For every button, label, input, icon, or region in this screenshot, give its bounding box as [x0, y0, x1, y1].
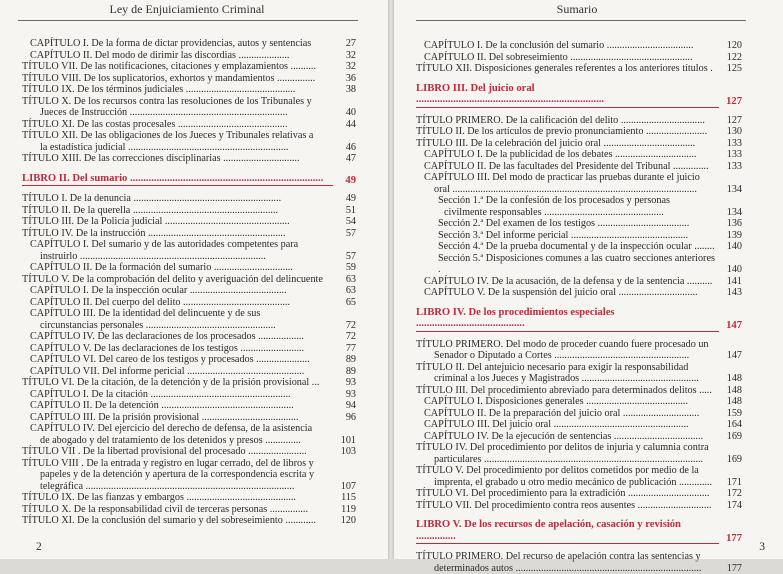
- toc-entry-title: CAPÍTULO I. Del sumario y de las autoridades competentes para: [30, 239, 333, 251]
- toc-entry: [22, 107, 356, 119]
- toc-entry-title: CAPÍTULO II. De la detención ....................................................: [30, 400, 333, 412]
- toc-entry-page: 134: [719, 207, 742, 219]
- running-head-left: Ley de Enjuiciamiento Criminal: [16, 2, 358, 18]
- toc-entry-page: 107: [333, 481, 356, 493]
- toc-entry: [22, 274, 356, 286]
- toc-entry-title: determinados autos .........................................................................: [434, 563, 719, 574]
- toc-libro-heading: [416, 519, 742, 544]
- toc-entry-page: 47: [333, 153, 356, 165]
- toc-entry-page: 120: [333, 515, 356, 527]
- toc-entry-title: imprenta, el grabado u otro medio mecánico de publicación .............: [434, 477, 719, 489]
- toc-entry-title: LIBRO III. Del juicio oral .......................................................................: [416, 83, 719, 108]
- toc-entry-page: 59: [333, 262, 356, 274]
- toc-entry: [22, 308, 356, 320]
- toc-entry-title: Jueces de Instrucción ..............................................................: [40, 107, 333, 119]
- toc-entry: [22, 400, 356, 412]
- toc-entry-page: 140: [719, 241, 742, 253]
- toc-entry: [22, 130, 356, 142]
- toc-entry-title: CAPÍTULO VI. Del careo de los testigos y procesados .....................: [30, 354, 333, 366]
- toc-entry-title: TÍTULO II. De los artículos de previo pronunciamiento ........................: [416, 126, 719, 138]
- toc-entry-title: CAPÍTULO II. Del sobreseimiento ................................................: [424, 52, 719, 64]
- toc-entry-page: 122: [719, 52, 742, 64]
- toc-entry-title: CAPÍTULO III. De la identidad del delincuente y de sus: [30, 308, 333, 320]
- toc-entry: [22, 262, 356, 274]
- toc-entry-title: LIBRO IV. De los procedimientos especiales .........................................: [416, 307, 719, 332]
- toc-entry: [416, 40, 742, 52]
- toc-entry-page: 172: [719, 488, 742, 500]
- toc-entry: [22, 377, 356, 389]
- toc-entry: [416, 408, 742, 420]
- toc-entry-page: 57: [333, 251, 356, 263]
- toc-entry-page: 148: [719, 396, 742, 408]
- toc-entry: [416, 52, 742, 64]
- toc-entry: [22, 96, 356, 108]
- toc-entry-title: TÍTULO VII. De las notificaciones, citaciones y emplazamientos ..........: [22, 61, 333, 73]
- toc-entry: [22, 285, 356, 297]
- toc-entry-title: TÍTULO III. De la Policía judicial .................................................: [22, 216, 333, 228]
- toc-entry-title: TÍTULO X. De los recursos contra las resoluciones de los Tribunales y: [22, 96, 333, 108]
- toc-entry-title: Sección 4.ª De la prueba documental y de la inspección ocular ........: [438, 241, 719, 253]
- toc-entry-page: 133: [719, 149, 742, 161]
- toc-entry-title: Senador o Diputado a Cortes .....................................................: [434, 350, 719, 362]
- toc-entry-page: 46: [333, 142, 356, 154]
- toc-entry-page: 72: [333, 320, 356, 332]
- toc-entry: [416, 465, 742, 477]
- toc-entry-title: Sección 1.ª De la confesión de los procesados y personas: [438, 195, 719, 207]
- toc-entry: [416, 195, 742, 207]
- toc-entry-title: CAPÍTULO II. Del cuerpo del delito ..........................................: [30, 297, 333, 309]
- toc-entry-title: TÍTULO VII. Del procedimiento contra reos ausentes .............................: [416, 500, 719, 512]
- toc-entry: [22, 84, 356, 96]
- toc-entry-title: TÍTULO IX. De las fianzas y embargos ...........................................: [22, 492, 333, 504]
- toc-entry: [22, 435, 356, 447]
- toc-entry: [22, 216, 356, 228]
- toc-entry-title: CAPÍTULO II. Del modo de dirimir las discordias ....................: [30, 50, 333, 62]
- toc-entry-title: LIBRO V. De los recursos de apelación, casación y revisión ...............: [416, 519, 719, 544]
- toc-entry-title: TÍTULO XIII. De las correcciones disciplinarias ..............................: [22, 153, 333, 165]
- toc-libro-heading: [416, 83, 742, 108]
- toc-entry: [416, 385, 742, 397]
- toc-entry-title: CAPÍTULO II. De las facultades del Presidente del Tribunal ..............: [424, 161, 719, 173]
- toc-entry-page: 93: [333, 389, 356, 401]
- toc-entry: [22, 481, 356, 493]
- toc-entry: [416, 115, 742, 127]
- toc-entry-title: TÍTULO XI. De la conclusión del sumario y del sobreseimiento ............: [22, 515, 333, 527]
- toc-entry: [22, 142, 356, 154]
- toc-entry-title: CAPÍTULO III. Del juicio oral .....................................................: [424, 419, 719, 431]
- toc-entry-page: 49: [333, 175, 356, 187]
- toc-entry: [416, 287, 742, 299]
- header-rule: [416, 20, 746, 21]
- toc-entry-title: TÍTULO VIII . De la entrada y registro en lugar cerrado, del de libros y: [22, 458, 333, 470]
- toc-entry-page: 63: [333, 285, 356, 297]
- toc-entry-page: 169: [719, 454, 742, 466]
- toc-entry: [416, 563, 742, 574]
- toc-entry-title: TÍTULO III. Del procedimiento abreviado para determinados delitos .....: [416, 385, 719, 397]
- toc-entry-page: 127: [719, 96, 742, 108]
- toc-entry: [22, 423, 356, 435]
- toc-entry: [416, 373, 742, 385]
- toc-entry-page: 169: [719, 431, 742, 443]
- toc-entry-page: 159: [719, 408, 742, 420]
- toc-entry-page: 120: [719, 40, 742, 52]
- toc-entry-page: 133: [719, 161, 742, 173]
- toc-entry: [22, 458, 356, 470]
- toc-entry-title: Sección 5.ª Disposiciones comunes a las cuatro secciones anteriores .: [438, 253, 719, 276]
- toc-entry-title: circunstancias personales ...................................................: [40, 320, 333, 332]
- toc-entry-title: CAPÍTULO II. De la formación del sumario ...............................: [30, 262, 333, 274]
- toc-entry: [416, 454, 742, 466]
- toc-entry: [22, 119, 356, 131]
- toc-entry-page: 141: [719, 276, 742, 288]
- toc-entry: [22, 343, 356, 355]
- toc-entry-title: papeles y de la detención y apertura de la correspondencia escrita y: [40, 469, 333, 481]
- toc-entry: [416, 339, 742, 351]
- toc-libro-heading: [416, 307, 742, 332]
- toc-entry-page: 27: [333, 38, 356, 50]
- toc-entry: [416, 396, 742, 408]
- toc-entry: [22, 251, 356, 263]
- toc-entry-page: 130: [719, 126, 742, 138]
- toc-entry-title: TÍTULO XII. Disposiciones generales referentes a los anteriores títulos .: [416, 63, 719, 75]
- toc-entry: [416, 442, 742, 454]
- toc-entry: [22, 354, 356, 366]
- toc-entry-title: CAPÍTULO II. De la preparación del juicio oral ..............................: [424, 408, 719, 420]
- toc-entry-title: TÍTULO II. Del antejuicio necesario para exigir la responsabilidad: [416, 362, 719, 374]
- toc-entry-title: TÍTULO VIII. De los suplicatorios, exhortos y mandamientos ...............: [22, 73, 333, 85]
- toc-entry-title: TÍTULO XI. De las costas procesales ...........................................: [22, 119, 333, 131]
- toc-entry-title: de abogado y del tratamiento de los detenidos y presos ..............: [40, 435, 333, 447]
- toc-entry-title: CAPÍTULO I. Disposiciones generales ........................................: [424, 396, 719, 408]
- toc-entry-title: TÍTULO IX. De los términos judiciales ...........................................: [22, 84, 333, 96]
- page-number-left: 2: [36, 541, 42, 553]
- toc-entry: [22, 504, 356, 516]
- toc-entry-page: 119: [333, 504, 356, 516]
- toc-entry-page: 127: [719, 115, 742, 127]
- toc-entry: [416, 149, 742, 161]
- header-rule: [18, 20, 358, 21]
- toc-entry: [22, 228, 356, 240]
- toc-entry: [416, 184, 742, 196]
- toc-entry-title: CAPÍTULO V. De la suspensión del juicio oral ...............................: [424, 287, 719, 299]
- toc-entry: [22, 153, 356, 165]
- toc-entry: [22, 50, 356, 62]
- toc-entry: [416, 551, 742, 563]
- toc-entry-title: TÍTULO IV. Del procedimiento por delitos de injuria y calumnia contra: [416, 442, 719, 454]
- toc-entry: [416, 350, 742, 362]
- toc-entry-page: 171: [719, 477, 742, 489]
- toc-entry: [416, 500, 742, 512]
- toc-entry-title: CAPÍTULO I. De la forma de dictar providencias, autos y sentencias: [30, 38, 333, 50]
- toc-entry-title: la estadística judicial ...............................................................: [40, 142, 333, 154]
- toc-entry-title: TÍTULO X. De la responsabilidad civil de terceras personas ...............: [22, 504, 333, 516]
- toc-entry: [416, 172, 742, 184]
- toc-entry-page: 101: [333, 435, 356, 447]
- toc-entry-page: 65: [333, 297, 356, 309]
- toc-entry-title: TÍTULO II. De la querella .........................................................: [22, 205, 333, 217]
- toc-entry-page: 143: [719, 287, 742, 299]
- toc-entry-title: TÍTULO VII . De la libertad provisional del procesado .......................: [22, 446, 333, 458]
- toc-entry-page: 177: [719, 563, 742, 574]
- toc-entry: [22, 205, 356, 217]
- toc-entry: [416, 218, 742, 230]
- toc-entry-title: CAPÍTULO III. De la prisión provisional ......................................: [30, 412, 333, 424]
- toc-entry-page: 174: [719, 500, 742, 512]
- toc-entry-page: 32: [333, 50, 356, 62]
- toc-entry: [22, 193, 356, 205]
- toc-entry: [22, 366, 356, 378]
- toc-entry-title: LIBRO II. Del sumario .........................................................................: [22, 173, 333, 187]
- toc-entry-page: 32: [333, 61, 356, 73]
- toc-entry: [416, 362, 742, 374]
- toc-entry-title: particulares ......................................................................................: [434, 454, 719, 466]
- toc-entry: [416, 488, 742, 500]
- toc-entry: [416, 138, 742, 150]
- toc-entry-page: 77: [333, 343, 356, 355]
- toc-entry-title: CAPÍTULO I. De la conclusión del sumario ..................................: [424, 40, 719, 52]
- toc-entry-title: CAPÍTULO IV. De las declaraciones de los procesados ..................: [30, 331, 333, 343]
- toc-entry-title: TÍTULO V. Del procedimiento por delitos cometidos por medio de la: [416, 465, 719, 477]
- toc-entry-title: TÍTULO I. De la denuncia ..........................................................: [22, 193, 333, 205]
- toc-entry: [416, 431, 742, 443]
- toc-entry-page: 94: [333, 400, 356, 412]
- toc-entry-title: CAPÍTULO IV. De la acusación, de la defensa y de la sentencia ..........: [424, 276, 719, 288]
- toc-entry-page: 136: [719, 218, 742, 230]
- toc-entry-page: 51: [333, 205, 356, 217]
- toc-entry-page: 63: [333, 274, 356, 286]
- toc-entry-title: TÍTULO V. De la comprobación del delito y averiguación del delincuente: [22, 274, 333, 286]
- toc-entry-title: instruirlo .........................................................................: [40, 251, 333, 263]
- toc-entry-title: Sección 3.ª Del informe pericial ..............................................: [438, 230, 719, 242]
- toc-right: [416, 40, 742, 574]
- toc-entry-title: TÍTULO VI. De la citación, de la detención y de la prisión provisional ...: [22, 377, 333, 389]
- toc-entry-title: CAPÍTULO IV. Del ejercicio del derecho de defensa, de la asistencia: [30, 423, 333, 435]
- toc-entry: [22, 331, 356, 343]
- toc-entry-title: telegráfica ..................................................................................: [40, 481, 333, 493]
- toc-entry: [416, 241, 742, 253]
- running-head-right: Sumario: [394, 2, 760, 18]
- toc-entry-page: 103: [333, 446, 356, 458]
- toc-entry: [416, 126, 742, 138]
- toc-entry-page: 38: [333, 84, 356, 96]
- toc-entry-title: Sección 2.ª Del examen de los testigos ....................................: [438, 218, 719, 230]
- toc-entry-title: TÍTULO PRIMERO. Del modo de proceder cuando fuere procesado un: [416, 339, 719, 351]
- toc-entry-title: CAPÍTULO IV. De la ejecución de sentencias ...................................: [424, 431, 719, 443]
- toc-entry-title: TÍTULO III. De la celebración del juicio oral ....................................: [416, 138, 719, 150]
- toc-entry: [416, 276, 742, 288]
- toc-entry: [22, 492, 356, 504]
- toc-entry-title: TÍTULO PRIMERO. De la calificación del delito .................................: [416, 115, 719, 127]
- toc-entry: [416, 63, 742, 75]
- toc-entry-page: 36: [333, 73, 356, 85]
- toc-left: [22, 38, 356, 527]
- toc-entry: [416, 207, 742, 219]
- toc-entry: [22, 61, 356, 73]
- toc-entry: [22, 38, 356, 50]
- toc-entry-page: 54: [333, 216, 356, 228]
- right-page: [394, 0, 783, 559]
- toc-entry-page: 93: [333, 377, 356, 389]
- left-page: [0, 0, 388, 559]
- toc-entry-page: 177: [719, 533, 742, 545]
- toc-entry-page: 133: [719, 138, 742, 150]
- toc-entry-page: 140: [719, 264, 742, 276]
- toc-entry-title: TÍTULO VI. Del procedimiento para la extradición ................................: [416, 488, 719, 500]
- toc-entry: [22, 469, 356, 481]
- toc-entry-page: 89: [333, 354, 356, 366]
- toc-entry-title: CAPÍTULO I. De la citación .......................................................: [30, 389, 333, 401]
- toc-entry-title: CAPÍTULO I. De la publicidad de los debates ................................: [424, 149, 719, 161]
- toc-entry-title: oral ................................................................................................: [434, 184, 719, 196]
- toc-entry: [22, 320, 356, 332]
- toc-entry: [22, 73, 356, 85]
- toc-entry-page: 72: [333, 331, 356, 343]
- toc-entry-title: CAPÍTULO III. Del modo de practicar las pruebas durante el juicio: [424, 172, 719, 184]
- toc-libro-heading: [22, 173, 356, 187]
- toc-entry-title: TÍTULO XII. De las obligaciones de los Jueces y Tribunales relativas a: [22, 130, 333, 142]
- toc-entry-page: 96: [333, 412, 356, 424]
- toc-entry-title: CAPÍTULO V. De las declaraciones de los testigos .........................: [30, 343, 333, 355]
- toc-entry: [416, 230, 742, 242]
- toc-entry-page: 164: [719, 419, 742, 431]
- toc-entry-page: 134: [719, 184, 742, 196]
- toc-entry-title: TÍTULO PRIMERO. Del recurso de apelación contra las sentencias y: [416, 551, 719, 563]
- toc-entry: [22, 412, 356, 424]
- toc-entry-title: criminal a los Jueces y Magistrados ..............................................: [434, 373, 719, 385]
- toc-entry-page: 44: [333, 119, 356, 131]
- toc-entry: [22, 389, 356, 401]
- toc-entry: [22, 239, 356, 251]
- toc-entry: [416, 477, 742, 489]
- toc-entry: [416, 419, 742, 431]
- toc-entry: [22, 515, 356, 527]
- page-number-right: 3: [759, 541, 765, 553]
- toc-entry-page: 148: [719, 373, 742, 385]
- toc-entry-title: CAPÍTULO VII. Del informe pericial ..............................................: [30, 366, 333, 378]
- toc-entry-title: TÍTULO IV. De la instrucción ......................................................: [22, 228, 333, 240]
- toc-entry-page: 147: [719, 350, 742, 362]
- toc-entry-page: 148: [719, 385, 742, 397]
- toc-entry-page: 49: [333, 193, 356, 205]
- toc-entry: [416, 161, 742, 173]
- toc-entry-page: 57: [333, 228, 356, 240]
- toc-entry-page: 89: [333, 366, 356, 378]
- toc-entry-page: 125: [719, 63, 742, 75]
- toc-entry-page: 147: [719, 320, 742, 332]
- toc-entry: [22, 297, 356, 309]
- toc-entry-page: 40: [333, 107, 356, 119]
- toc-entry: [416, 253, 742, 276]
- toc-entry-title: CAPÍTULO I. De la inspección ocular ......................................: [30, 285, 333, 297]
- toc-entry: [22, 446, 356, 458]
- toc-entry-page: 139: [719, 230, 742, 242]
- toc-entry-page: 115: [333, 492, 356, 504]
- toc-entry-title: civilmente responsables ...............................................: [444, 207, 719, 219]
